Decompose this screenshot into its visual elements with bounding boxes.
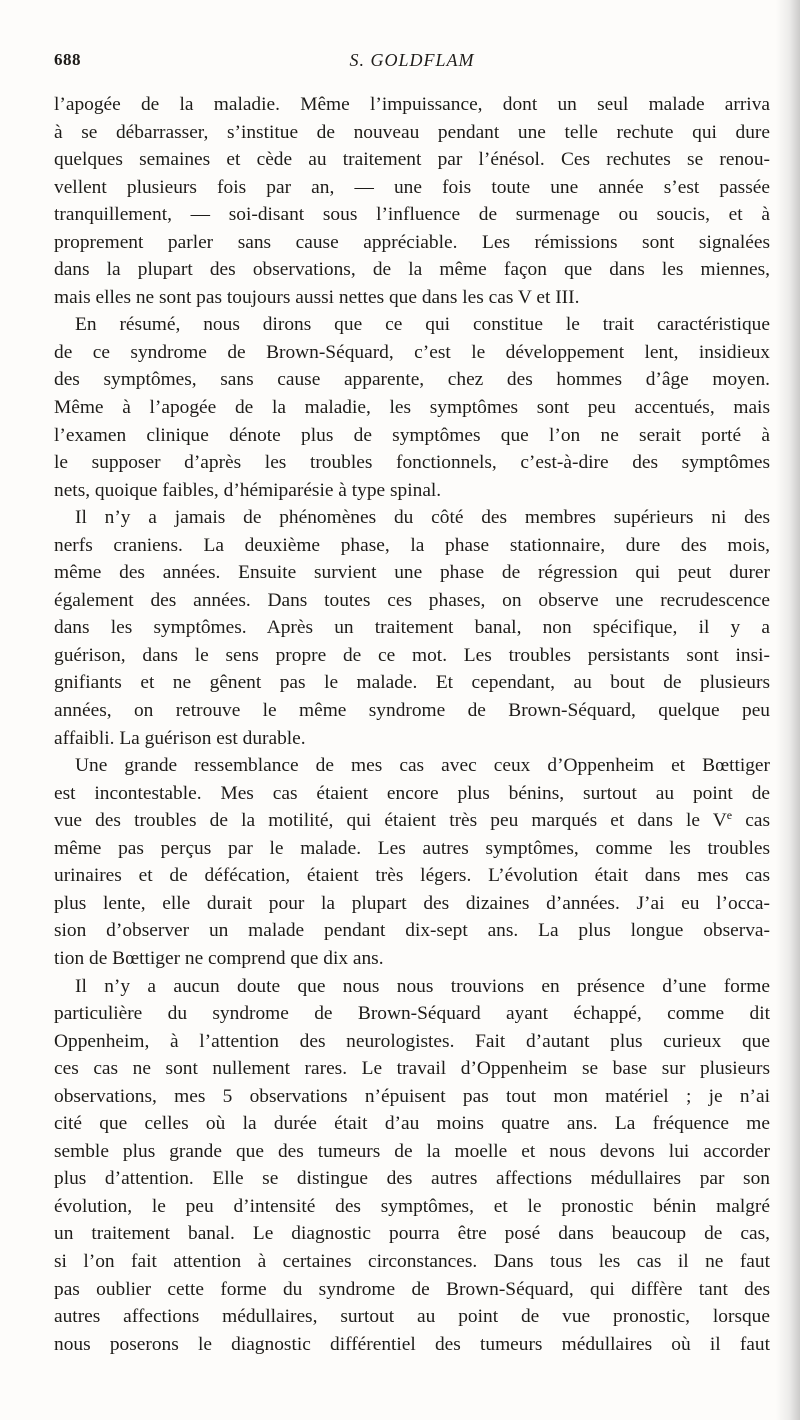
text-line: plus lente, elle durait pour la plupart des dizaines d’années. J’ai eu l’occa- [54,892,770,914]
text-line: est incontestable. Mes cas étaient encore plus bénins, surtout au point de [54,782,770,804]
text-line: années, on retrouve le même syndrome de Brown-Séquard, quelque peu [54,700,770,722]
running-head: S. GOLDFLAM [349,50,475,70]
body-text [54,91,770,1358]
text-line: le supposer d’après les troubles fonctionnels, c’est-à-dire des symptômes [54,452,770,474]
text-line: l’apogée de la maladie. Même l’impuissance, dont un seul malade arriva [54,94,770,115]
text-line: tion de Bœttiger ne comprend que dix ans. [54,947,384,969]
superscript: e [726,808,733,823]
text-line: nerfs craniens. La deuxième phase, la phase stationnaire, dure des mois, [54,534,770,556]
text-line: dans les symptômes. Après un traitement banal, non spécifique, il y a [54,617,770,639]
text-line: tranquillement, — soi-disant sous l’influence de surmenage ou soucis, et à [54,204,770,226]
text-line: observations, mes 5 observations n’épuisent pas tout mon matériel ; je n’ai [54,1085,770,1107]
page-header [54,50,770,76]
text-line: si l’on fait attention à certaines circonstances. Dans tous les cas il ne faut [54,1250,770,1272]
text-line: même des années. Ensuite survient une phase de régression qui peut durer [54,562,770,584]
text-line: urinaires et de défécation, étaient très légers. L’évolution était dans mes cas [54,865,770,887]
text-line: Il n’y a aucun doute que nous nous trouvions en présence d’une forme [75,975,770,997]
text-line: Même à l’apogée de la maladie, les symptômes sont peu accentués, mais [54,397,770,419]
text-line: En résumé, nous dirons que ce qui constitue le trait caractéristique [75,314,770,336]
text-line: semble plus grande que des tumeurs de la moelle et nous devons lui accorder [54,1140,770,1162]
text-line: plus d’attention. Elle se distingue des autres affections médullaires par son [54,1168,770,1190]
page-number: 688 [54,50,81,69]
text-line: de ce syndrome de Brown-Séquard, c’est le développement lent, insidieux [54,341,770,363]
text-line: nous poserons le diagnostic différentiel des tumeurs médullaires où il faut [54,1333,770,1355]
text-line: proprement parler sans cause appréciable. Les rémissions sont signalées [54,231,770,253]
text-line-part: vue des troubles de la motilité, qui étaient très peu marqués et dans le V [54,810,727,832]
text-line: gnifiants et ne gênent pas le malade. Et cependant, au bout de plusieurs [54,672,770,694]
text-line: à se débarrasser, s’institue de nouveau pendant une telle rechute qui dure [54,121,770,143]
text-line: autres affections médullaires, surtout au point de vue pronostic, lorsque [54,1306,770,1328]
text-line: particulière du syndrome de Brown-Séquard ayant échappé, comme dit [54,1003,770,1025]
text-line: Il n’y a jamais de phénomènes du côté des membres supérieurs ni des [75,507,770,529]
text-line: évolution, le peu d’intensité des symptômes, et le pronostic bénin malgré [54,1195,770,1217]
page-edge-shadow [776,0,800,1420]
text-line: Oppenheim, à l’attention des neurologistes. Fait d’autant plus curieux que [54,1030,770,1052]
text-line: ces cas ne sont nullement rares. Le travail d’Oppenheim se base sur plusieurs [54,1058,770,1080]
text-line: même pas perçus par le malade. Les autres symptômes, comme les troubles [54,837,770,859]
text-line: pas oublier cette forme du syndrome de Brown-Séquard, qui diffère tant des [54,1278,770,1300]
text-line: Une grande ressemblance de mes cas avec ceux d’Oppenheim et Bœttiger [75,755,770,777]
text-line: cité que celles où la durée était d’au moins quatre ans. La fréquence me [54,1113,770,1135]
text-line: vellent plusieurs fois par an, — une fois toute une année s’est passée [54,176,770,198]
text-line: guérison, dans le sens propre de ce mot. Les troubles persistants sont insi- [54,644,770,666]
text-line: sion d’observer un malade pendant dix-sept ans. La plus longue observa- [54,920,770,942]
text-line: un traitement banal. Le diagnostic pourra être posé dans beaucoup de cas, [54,1223,770,1245]
text-line: des symptômes, sans cause apparente, chez des hommes d’âge moyen. [54,369,770,391]
text-line: l’examen clinique dénote plus de symptômes que l’on ne serait porté à [54,424,770,446]
text-line: mais elles ne sont pas toujours aussi nettes que dans les cas V et III. [54,286,580,308]
text-line [54,807,770,835]
text-line: nets, quoique faibles, d’hémiparésie à type spinal. [54,479,442,501]
text-line-part: cas [732,810,770,832]
text-line: affaibli. La guérison est durable. [54,727,306,749]
text-line: dans la plupart des observations, de la même façon que dans les miennes, [54,259,770,281]
text-line: quelques semaines et cède au traitement par l’énésol. Ces rechutes se renou- [54,149,770,171]
text-line: également des années. Dans toutes ces phases, on observe une recrudescence [54,589,770,611]
